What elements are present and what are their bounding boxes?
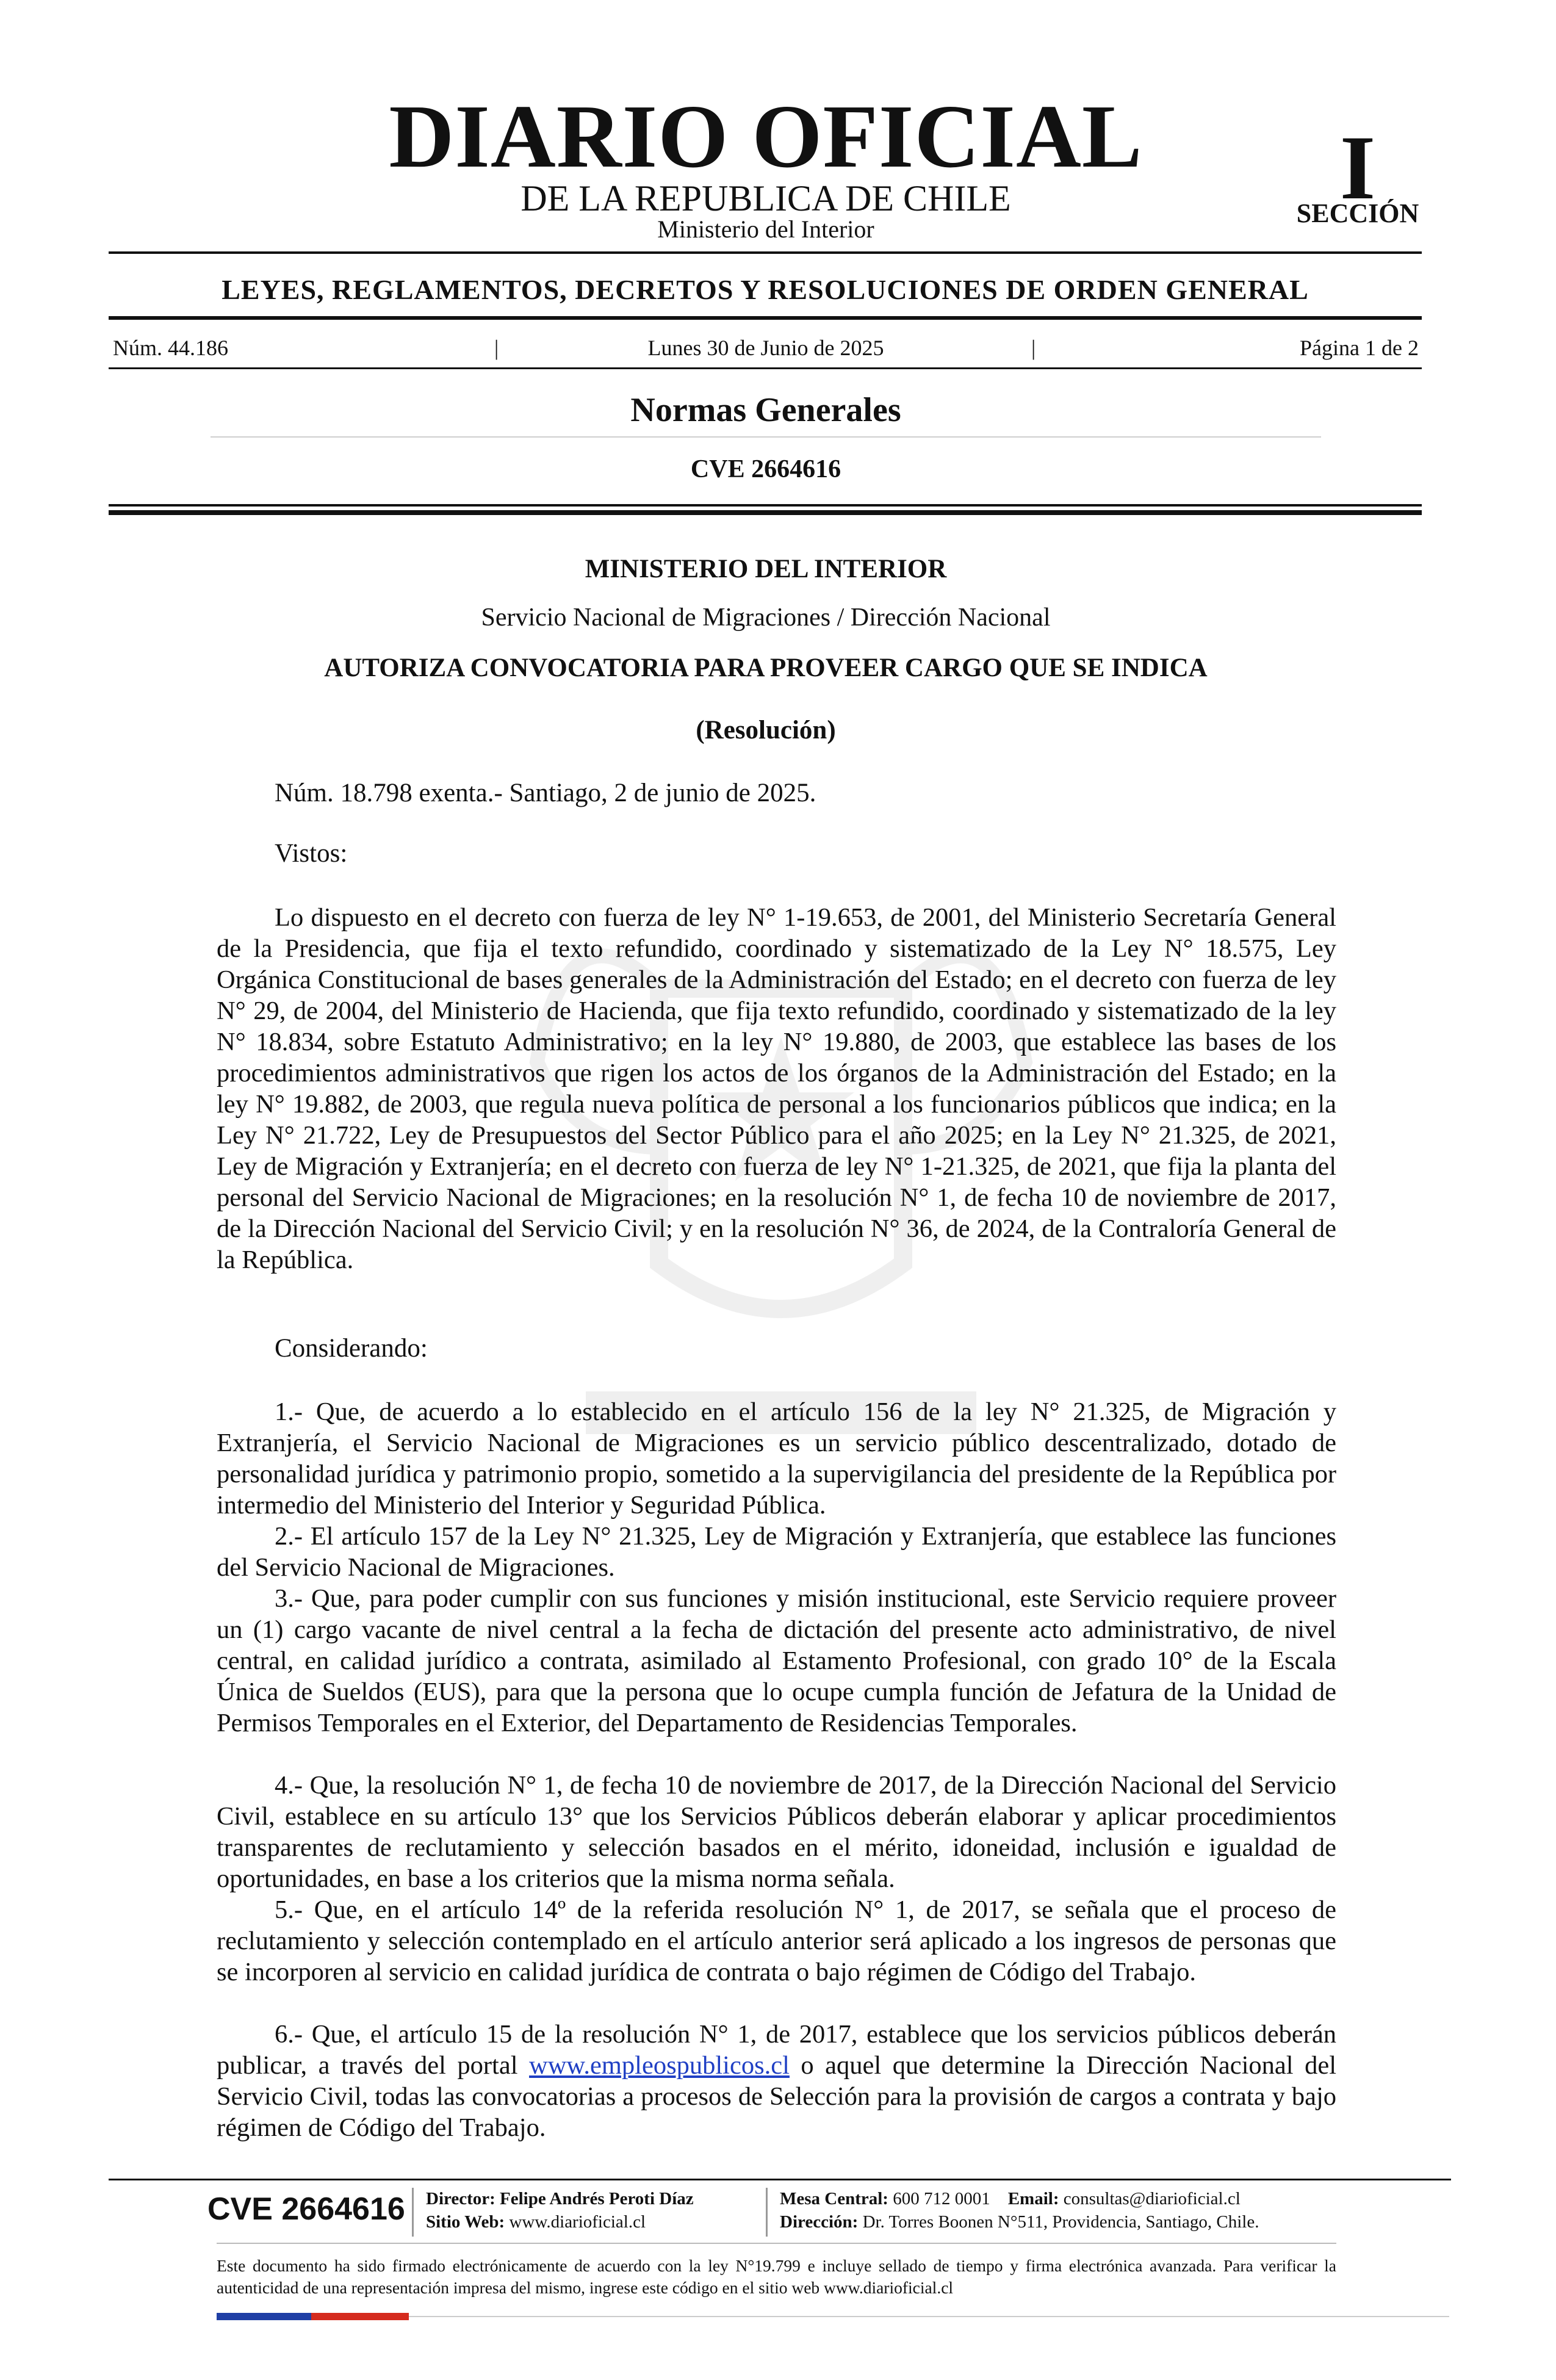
footer-note-rule [217,2243,1336,2244]
issue-number: Núm. 44.186 [113,336,228,360]
flag-bar-blue [217,2313,311,2320]
document-type: (Resolución) [696,716,836,745]
document-service: Servicio Nacional de Migraciones / Dirección Nacional [481,604,1051,632]
issue-date: Lunes 30 de Junio de 2025 [647,336,884,360]
director-label: Director: [426,2189,495,2209]
considerando-4: 4.- Que, la resolución N° 1, de fecha 10 de noviembre de 2017, de la Dirección Nacional del Servicio Civil, establece en su artículo 13° que los Servicios Públicos deberán elaborar y aplicar procedimientos transparentes de reclutamiento y selección basados en el mérito, idoneidad, inclusión e igualdad de oportunidades, en base a los criterios que la misma norma señala. [217,1771,1336,1893]
considerando-5: 5.- Que, en el artículo 14º de la referida resolución N° 1, de 2017, se señala que el proceso de reclutamiento y selección contemplado en el artículo anterior será aplicado a los ingresos de personas que se incorporen al servicio en calidad jurídica de contrata o bajo régimen de Código del Trabajo. [217,1895,1336,1986]
section-label: SECCIÓN [1296,198,1419,228]
phone-value: 600 712 0001 [893,2189,990,2209]
cve-rule-top [109,504,1422,507]
flag-bar-red [311,2313,409,2320]
vistos-label: Vistos: [275,839,348,868]
website-label: Sitio Web: [426,2212,505,2232]
section-number: I [1339,117,1376,218]
footer-rule [109,2179,1451,2180]
phone-label: Mesa Central: [780,2189,888,2209]
email-label: Email: [1007,2189,1059,2209]
considerando-2: 2.- El artículo 157 de la Ley N° 21.325, Ley de Migración y Extranjería, que establece las funciones del Servicio Nacional de Migraciones. [217,1522,1336,1582]
issue-page: Página 1 de 2 [1300,336,1419,360]
considerando-6-text-a: 6.- Que, el artículo 15 de la resolución N° 1, de 2017, establece que los servicios públicos deberán publicar, a través del portal [217,2020,1336,2080]
info-rule [109,367,1422,369]
issue-info-row [113,334,1419,361]
document-ministry: MINISTERIO DEL INTERIOR [585,555,947,583]
cve-rule-bottom [109,510,1422,515]
category-rule [109,316,1422,320]
considerando-6 [217,2019,1336,2143]
footer-bottom-rule [409,2316,1449,2317]
empleospublicos-link[interactable]: www.empleospublicos.cl [529,2051,790,2080]
footer-divider [412,2188,414,2237]
footer-cve: CVE 2664616 [207,2191,405,2227]
footer-director-block [426,2187,694,2234]
masthead-rule [109,251,1422,254]
footer-contact-block [780,2187,1259,2234]
considerando-6-text-b: o aquel que determine la Dirección Nacional del Servicio Civil, todas las convocatorias a procesos de Selección para la provisión de cargos a contrata y bajo régimen de Código del Trabajo. [217,2051,1336,2142]
considerando-3: 3.- Que, para poder cumplir con sus funciones y misión institucional, este Servicio requiere proveer un (1) cargo vacante de nivel central a la fecha de dictación del presente acto administrativo, de nivel central, en calidad jurídico a contrata, asimilado al Estamento Profesional, con grado 10° de la Escala Única de Sueldos (EUS), para que la persona que lo ocupe cumpla función de Jefatura de la Unidad de Permisos Temporales en el Exterior, del Departamento de Residencias Temporales. [217,1584,1336,1737]
considerando-label: Considerando: [275,1334,428,1363]
considerando-1: 1.- Que, de acuerdo a lo establecido en el artículo 156 de la ley N° 21.325, de Migración y Extranjería, el Servicio Nacional de Migraciones es un servicio público descentralizado, dotado de personalidad jurídica y patrimonio propio, sometido a la supervigilancia del presidente de la República por intermedio del Ministerio del Interior y Seguridad Pública. [217,1397,1336,1520]
document-title: AUTORIZA CONVOCATORIA PARA PROVEER CARGO QUE SE INDICA [324,654,1208,682]
issue-separator: | [1031,336,1036,360]
footer-note: Este documento ha sido firmado electrónicamente de acuerdo con la ley N°19.799 e incluye sellado de tiempo y firma electrónica avanzada. Para verificar la autenticidad de una representación impresa del mismo, ingrese este código en el sitio web www.diarioficial.cl [217,2256,1336,2297]
section-divider [211,436,1321,438]
category-heading: LEYES, REGLAMENTOS, DECRETOS Y RESOLUCIONES DE ORDEN GENERAL [222,274,1309,305]
email-value: consultas@diarioficial.cl [1063,2189,1241,2209]
masthead-title: DIARIO OFICIAL [389,87,1143,187]
director-name: Felipe Andrés Peroti Díaz [500,2189,694,2209]
section-heading: Normas Generales [630,391,901,429]
issue-separator: | [494,336,499,360]
masthead-subtitle: DE LA REPUBLICA DE CHILE [520,178,1011,218]
website-value: www.diarioficial.cl [509,2212,646,2232]
address-value: Dr. Torres Boonen N°511, Providencia, Santiago, Chile. [862,2212,1259,2232]
masthead-ministry: Ministerio del Interior [657,215,874,243]
cve-heading: CVE 2664616 [690,455,841,483]
footer-divider [766,2188,768,2237]
address-label: Dirección: [780,2212,859,2232]
resolution-number-line: Núm. 18.798 exenta.- Santiago, 2 de junio de 2025. [275,779,816,807]
vistos-paragraph: Lo dispuesto en el decreto con fuerza de ley N° 1-19.653, de 2001, del Ministerio Secretaría General de la Presidencia, que fija el texto refundido, coordinado y sistematizado de la Ley N° 18.575, Ley Orgánica Constitucional de bases generales de la Administración del Estado; en el decreto con fuerza de ley N° 29, de 2004, del Ministerio de Hacienda, que fija texto refundido, coordinado y sistematizado de la ley N° 18.834, sobre Estatuto Administrativo; en la ley N° 19.880, de 2003, que establece las bases de los procedimientos administrativos que rigen los actos de los órganos de la Administración del Estado; en la ley N° 19.882, de 2003, que regula nueva política de personal a los funcionarios públicos que indica; en la Ley N° 21.722, Ley de Presupuestos del Sector Público para el año 2025; en la Ley N° 21.325, de 2021, Ley de Migración y Extranjería; en el decreto con fuerza de ley N° 1-21.325, de 2021, que fija la planta del personal del Servicio Nacional de Migraciones; en la resolución N° 1, de fecha 10 de noviembre de 2017, de la Dirección Nacional del Servicio Civil; y en la resolución N° 36, de 2024, de la Contraloría General de la República. [217,903,1336,1274]
